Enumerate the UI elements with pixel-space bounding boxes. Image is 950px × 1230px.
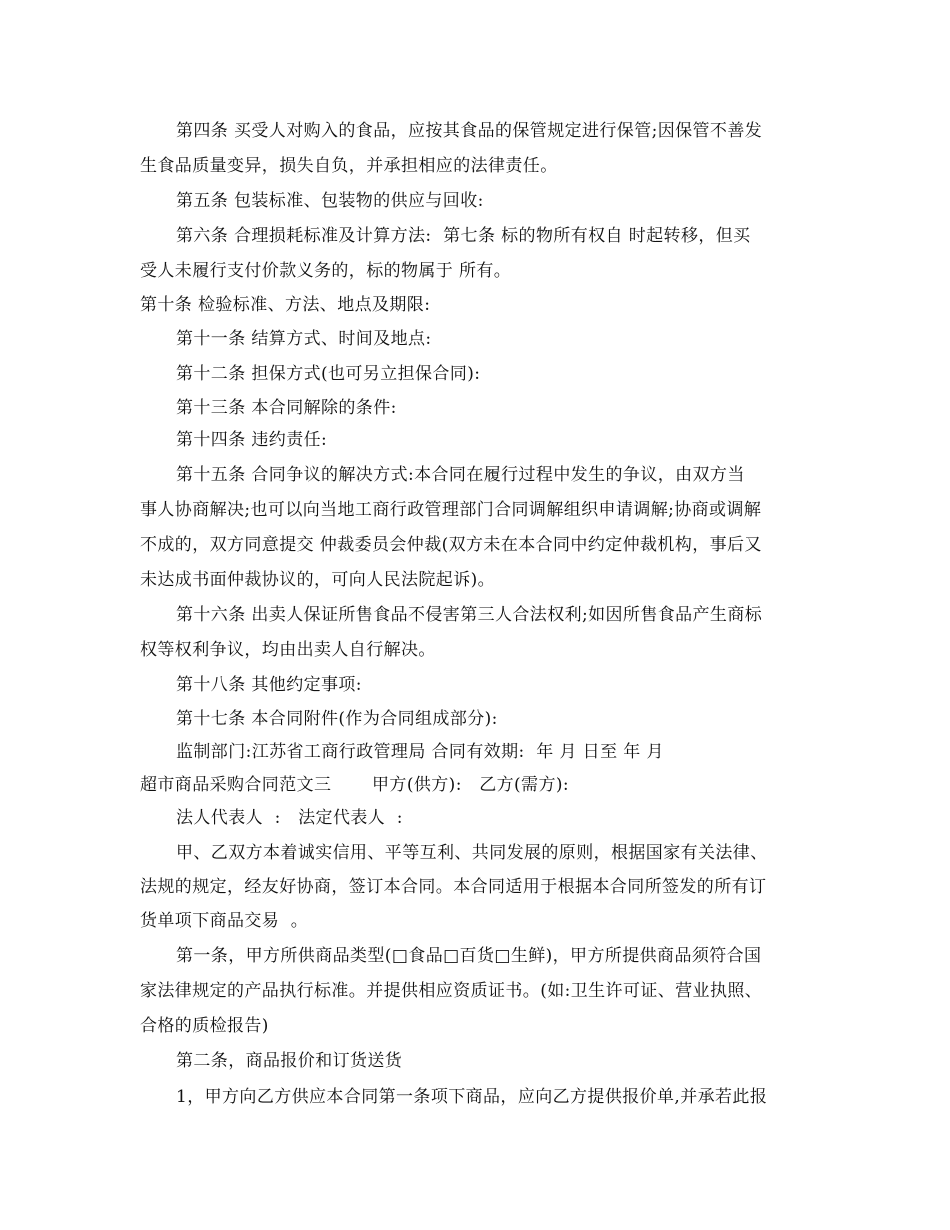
paragraph-line: 第十二条 担保方式(也可另立担保合同): bbox=[176, 364, 481, 384]
paragraph-line: 第十五条 合同争议的解决方式:本合同在履行过程中发生的争议，由双方当 bbox=[176, 465, 745, 485]
paragraph-line: 第十四条 违约责任: bbox=[176, 430, 328, 450]
paragraph-line: 1，甲方向乙方供应本合同第一条项下商品，应向乙方提供报价单,并承若此报 bbox=[176, 1087, 768, 1107]
paragraph-line: 第五条 包装标准、包装物的供应与回收: bbox=[176, 191, 484, 211]
paragraph-line: 未达成书面仲裁协议的，可向人民法院起诉)。 bbox=[140, 570, 496, 590]
paragraph-line: 第十八条 其他约定事项: bbox=[176, 675, 362, 695]
paragraph-line: 不成的，双方同意提交 仲裁委员会仲裁(双方未在本合同中约定仲裁机构，事后又 bbox=[140, 535, 762, 555]
paragraph-line: 合格的质检报告) bbox=[140, 1016, 269, 1036]
paragraph-line: 法人代表人 : 法定代表人 : bbox=[176, 808, 403, 828]
paragraph-line: 第十三条 本合同解除的条件: bbox=[176, 398, 397, 418]
paragraph-line: 受人未履行支付价款义务的，标的物属于 所有。 bbox=[140, 261, 512, 281]
paragraph-line: 第四条 买受人对购入的食品，应按其食品的保管规定进行保管;因保管不善发 bbox=[176, 121, 763, 141]
paragraph-line: 家法律规定的产品执行标准。并提供相应资质证书。(如:卫生许可证、营业执照、 bbox=[140, 981, 763, 1001]
paragraph-line: 第十条 检验标准、方法、地点及期限: bbox=[140, 295, 431, 315]
paragraph-line: 货单项下商品交易 。 bbox=[140, 911, 309, 931]
paragraph-line: 第二条，商品报价和订货送货 bbox=[176, 1051, 403, 1071]
paragraph-line: 法规的规定，经友好协商，签订本合同。本合同适用于根据本合同所签发的所有订 bbox=[140, 877, 767, 897]
paragraph-line: 第一条，甲方所供商品类型(□食品□百货□生鲜)，甲方所提供商品须符合国 bbox=[176, 946, 762, 966]
paragraph-line: 甲、乙双方本着诚实信用、平等互利、共同发展的原则，根据国家有关法律、 bbox=[176, 843, 768, 863]
paragraph-line: 第六条 合理损耗标准及计算方法: 第七条 标的物所有权自 时起转移，但买 bbox=[176, 226, 751, 246]
paragraph-line: 超市商品采购合同范文三 甲方(供方): 乙方(需方): bbox=[140, 775, 570, 795]
paragraph-line: 第十七条 本合同附件(作为合同组成部分): bbox=[176, 709, 498, 729]
paragraph-line: 事人协商解决;也可以向当地工商行政管理部门合同调解组织申请调解;协商或调解 bbox=[140, 500, 762, 520]
paragraph-line: 第十六条 出卖人保证所售食品不侵害第三人合法权利;如因所售食品产生商标 bbox=[176, 605, 763, 625]
paragraph-line: 权等权利争议，均由出卖人自行解决。 bbox=[140, 640, 436, 660]
paragraph-line: 监制部门:江苏省工商行政管理局 合同有效期: 年 月 日至 年 月 bbox=[176, 742, 664, 762]
paragraph-line: 生食品质量变异，损失自负，并承担相应的法律责任。 bbox=[140, 156, 558, 176]
paragraph-line: 第十一条 结算方式、时间及地点: bbox=[176, 329, 432, 349]
